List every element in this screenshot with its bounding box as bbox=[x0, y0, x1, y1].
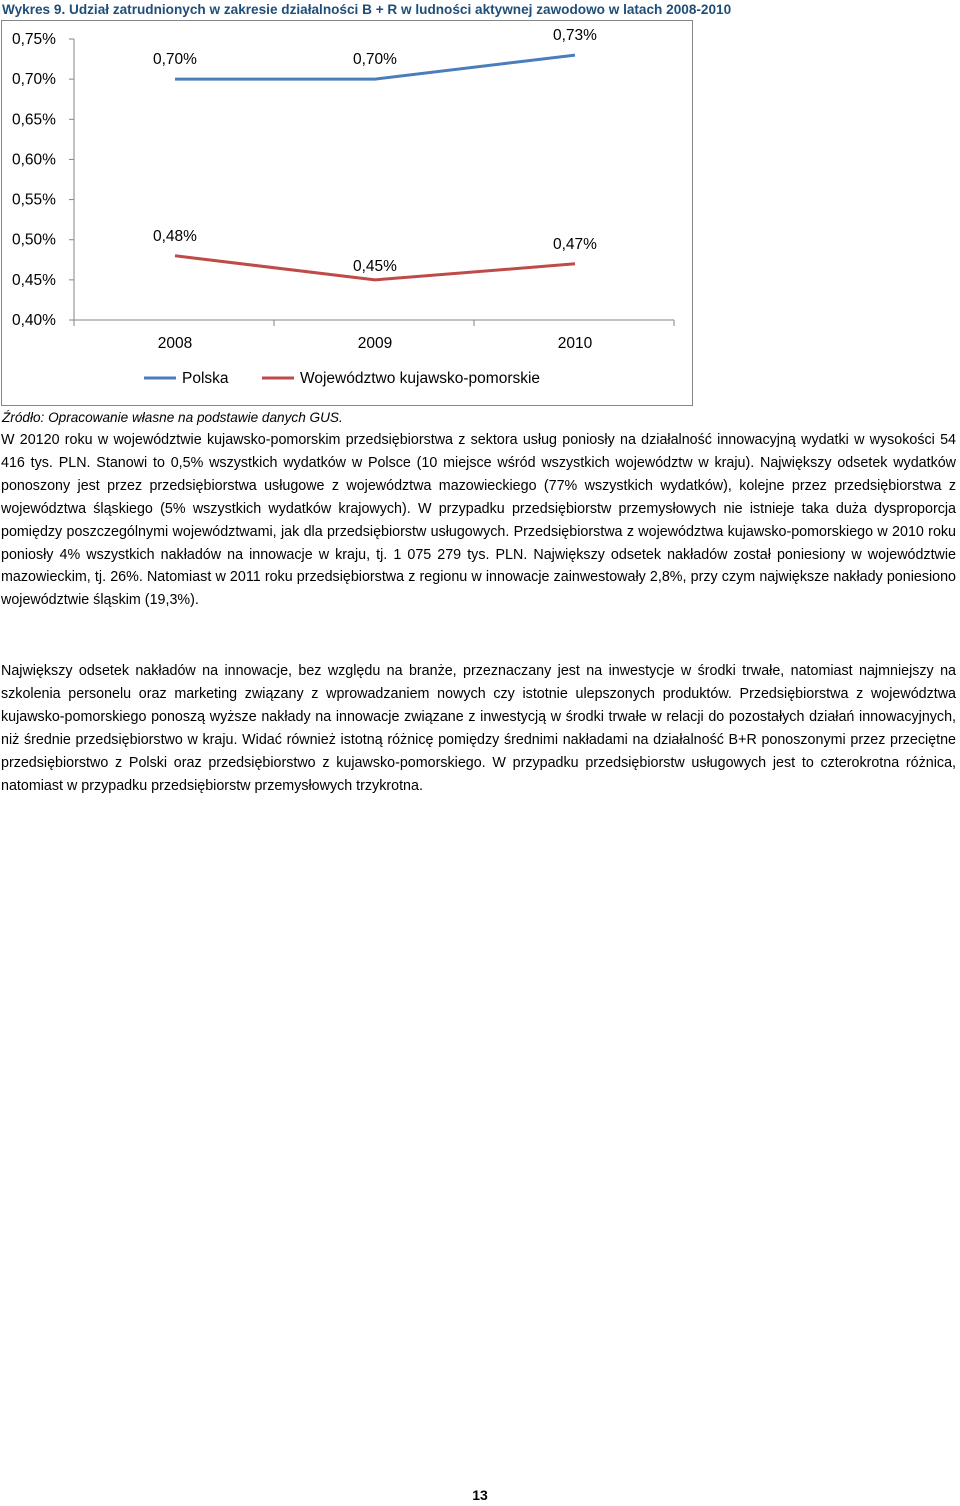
y-tick-label: 0,65% bbox=[12, 111, 56, 129]
x-tick-label: 2008 bbox=[157, 335, 193, 352]
y-tick-label: 0,50% bbox=[12, 231, 56, 249]
y-tick-label: 0,75% bbox=[12, 31, 56, 48]
legend-label-kujawsko-pomorskie: Województwo kujawsko-pomorskie bbox=[300, 370, 541, 387]
page-number: 13 bbox=[472, 1487, 488, 1503]
y-tick-label: 0,60% bbox=[12, 151, 56, 169]
data-label: 0,47% bbox=[553, 235, 597, 253]
x-tick-label: 2010 bbox=[557, 335, 593, 352]
y-tick-label: 0,45% bbox=[12, 271, 56, 289]
data-label: 0,48% bbox=[153, 227, 197, 245]
body-paragraph: Największy odsetek nakładów na innowacje, bez względu na branże, przeznaczany jest na inwestycje w środki trwałe, natomiast najmniejszy na szkolenia personelu oraz marketing związany z wprowadzaniem nowych czy istotnie ulepszonych produktów. Przedsiębiorstwa z województwa kujawsko-pomorskiego ponoszą wyższe nakłady na innowacje związane z inwestycją w środki trwałe w relacji do pozostałych działań innowacyjnych, niż średnie przedsiębiorstwo w kraju. Widać również istotną różnicę pomiędzy średnimi nakładami na działalność B+R ponoszonymi przez przeciętne przedsiębiorstwo z Polski oraz przedsiębiorstwo z kujawsko-pomorskiego. W przypadku przedsiębiorstw usługowych jest to czterokrotna różnica, natomiast w przypadku przedsiębiorstw przemysłowych trzykrotna. bbox=[1, 663, 956, 794]
source-note: Źródło: Opracowanie własne na podstawie danych GUS. bbox=[2, 410, 343, 425]
x-tick-label: 2009 bbox=[357, 335, 393, 352]
line-chart bbox=[1, 20, 693, 406]
body-paragraph: W 20120 roku w województwie kujawsko-pomorskim przedsiębiorstwa z sektora usług poniosły na działalność innowacyjną wydatki w wysokości 54 416 tys. PLN. Stanowi to 0,5% wszystkich wydatków w Polsce (10 miejsce wśród wszystkich województw w kraju). Największy odsetek wydatków ponoszony jest przez przedsiębiorstwa usługowe z województwa mazowieckiego (77% wszystkich wydatków), kolejne przez przedsiębiorstwa z województwa śląskiego (5% wszystkich wydatków krajowych). W przypadku przedsiębiorstw przemysłowych nie istnieje taka duża dysproporcja pomiędzy poszczególnymi województwami, jak dla przedsiębiorstw usługowych. Przedsiębiorstwa z województwa kujawsko-pomorskiego w 2010 roku poniosły 4% wszystkich nakładów na innowacje w kraju, tj. 1 075 279 tys. PLN. Największy odsetek nakładów został poniesiony w województwie mazowieckim, tj. 26%. Natomiast w 2011 roku przedsiębiorstwa z regionu w innowacje zainwestowały 2,8%, przy czym największe nakłady poniesiono województwie śląskim (19,3%). bbox=[1, 432, 956, 609]
y-tick-label: 0,70% bbox=[12, 71, 56, 89]
chart-canvas bbox=[2, 21, 694, 407]
chart-caption: Wykres 9. Udział zatrudnionych w zakresie działalności B + R w ludności aktywnej zawodowo w latach 2008-2010 bbox=[2, 2, 732, 17]
data-label: 0,70% bbox=[353, 51, 397, 69]
y-tick-label: 0,40% bbox=[12, 312, 56, 329]
y-tick-label: 0,55% bbox=[12, 191, 56, 209]
data-label: 0,73% bbox=[553, 27, 597, 45]
legend-label-polska: Polska bbox=[182, 370, 229, 387]
data-label: 0,45% bbox=[353, 257, 397, 275]
data-label: 0,70% bbox=[153, 51, 197, 69]
